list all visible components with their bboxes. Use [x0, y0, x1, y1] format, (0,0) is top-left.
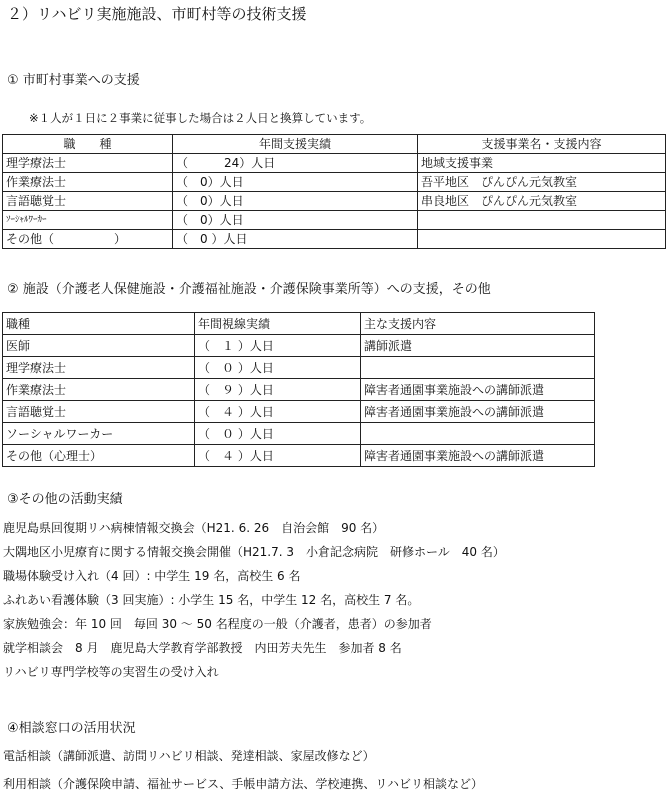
section3-heading: ③その他の活動実績 — [7, 492, 123, 507]
record-cell: （ １ ）人日 — [195, 335, 361, 357]
table-row — [3, 173, 666, 192]
table-row — [3, 192, 666, 211]
activity-list — [3, 519, 505, 687]
content-cell — [418, 211, 666, 230]
content-cell: 障害者通園事業施設への講師派遣 — [361, 445, 595, 467]
job-cell: その他（ ） — [3, 230, 173, 249]
column-header-record: 年間視線実績 — [195, 313, 361, 335]
consultation-list — [3, 747, 483, 803]
table-row — [3, 211, 666, 230]
list-item: 利用相談（介護保険申請、福祉サービス、手帳申請方法、学校連携、リハビリ相談など） — [3, 777, 484, 791]
content-cell — [418, 230, 666, 249]
list-item: 職場体験受け入れ（4 回）: 中学生 19 名，高校生 6 名 — [3, 569, 301, 583]
record-cell: （ ０ ）人日 — [195, 423, 361, 445]
record-cell: （ ９ ）人日 — [195, 379, 361, 401]
list-item: 電話相談（講師派遣、訪問リハビリ相談、発達相談、家屋改修など） — [3, 749, 375, 763]
table-row — [3, 423, 595, 445]
job-cell: 理学療法士 — [3, 357, 195, 379]
list-item: 大隅地区小児療育に関する情報交換会開催（H21.7. 3 小倉記念病院 研修ホール 40 名） — [3, 545, 505, 559]
record-cell: （ ４ ）人日 — [195, 401, 361, 423]
column-header-job: 職 種 — [3, 135, 173, 154]
record-cell: （ 0）人日 — [173, 173, 418, 192]
column-header-content: 支援事業名・支援内容 — [418, 135, 666, 154]
record-cell: （ 0）人日 — [173, 192, 418, 211]
table-row — [3, 357, 595, 379]
job-cell: ｿｰｼｬﾙﾜｰｶｰ — [3, 211, 173, 230]
content-cell: 障害者通園事業施設への講師派遣 — [361, 379, 595, 401]
job-cell: 言語聴覚士 — [3, 401, 195, 423]
table-row — [3, 154, 666, 173]
job-cell: 医師 — [3, 335, 195, 357]
content-cell: 地域支援事業 — [418, 154, 666, 173]
table-row — [3, 230, 666, 249]
section2-heading: ② 施設（介護老人保健施設・介護福祉施設・介護保険事業所等）への支援，その他 — [7, 282, 491, 297]
content-cell: 講師派遣 — [361, 335, 595, 357]
facility-support-table — [2, 312, 595, 467]
record-cell: （ ０ ）人日 — [195, 357, 361, 379]
column-header-record: 年間支援実績 — [173, 135, 418, 154]
job-cell: 作業療法士 — [3, 173, 173, 192]
job-cell: ソーシャルワーカー — [3, 423, 195, 445]
section4-heading: ④相談窓口の活用状況 — [7, 721, 136, 736]
content-cell: 串良地区 ぴんぴん元気教室 — [418, 192, 666, 211]
job-cell: 理学療法士 — [3, 154, 173, 173]
section1-heading: ① 市町村事業への支援 — [7, 73, 140, 88]
list-item: 家族勉強会：年 10 回 毎回 30 ～ 50 名程度の一般（介護者，患者）の参加者 — [3, 617, 432, 631]
record-cell: （ 0）人日 — [173, 211, 418, 230]
municipal-support-table — [2, 134, 666, 249]
section1-note: ※１人が１日に２事業に従事した場合は２人日と換算しています。 — [29, 111, 372, 125]
list-item: 就学相談会 8 月 鹿児島大学教育学部教授 内田芳夫先生 参加者 8 名 — [3, 641, 402, 655]
table-row — [3, 445, 595, 467]
content-cell — [361, 357, 595, 379]
column-header-job: 職種 — [3, 313, 195, 335]
record-cell: （ ４ ）人日 — [195, 445, 361, 467]
table-header-row — [3, 135, 666, 154]
job-cell: その他（心理士） — [3, 445, 195, 467]
record-cell: （ 24）人日 — [173, 154, 418, 173]
list-item: リハビリ専門学校等の実習生の受け入れ — [3, 665, 219, 679]
column-header-content: 主な支援内容 — [361, 313, 595, 335]
table-row — [3, 335, 595, 357]
record-cell: （ 0 ）人日 — [173, 230, 418, 249]
page-title: ２）リハビリ実施施設、市町村等の技術支援 — [7, 5, 307, 23]
table-row — [3, 379, 595, 401]
list-item: 鹿児島県回復期リハ病棟情報交換会（H21. 6. 26 自治会館 90 名） — [3, 521, 385, 535]
content-cell: 吾平地区 ぴんぴん元気教室 — [418, 173, 666, 192]
content-cell — [361, 423, 595, 445]
content-cell: 障害者通園事業施設への講師派遣 — [361, 401, 595, 423]
job-cell: 言語聴覚士 — [3, 192, 173, 211]
table-row — [3, 401, 595, 423]
table-header-row — [3, 313, 595, 335]
job-cell: 作業療法士 — [3, 379, 195, 401]
list-item: ふれあい看護体験（3 回実施）: 小学生 15 名，中学生 12 名，高校生 7 名。 — [3, 593, 420, 607]
